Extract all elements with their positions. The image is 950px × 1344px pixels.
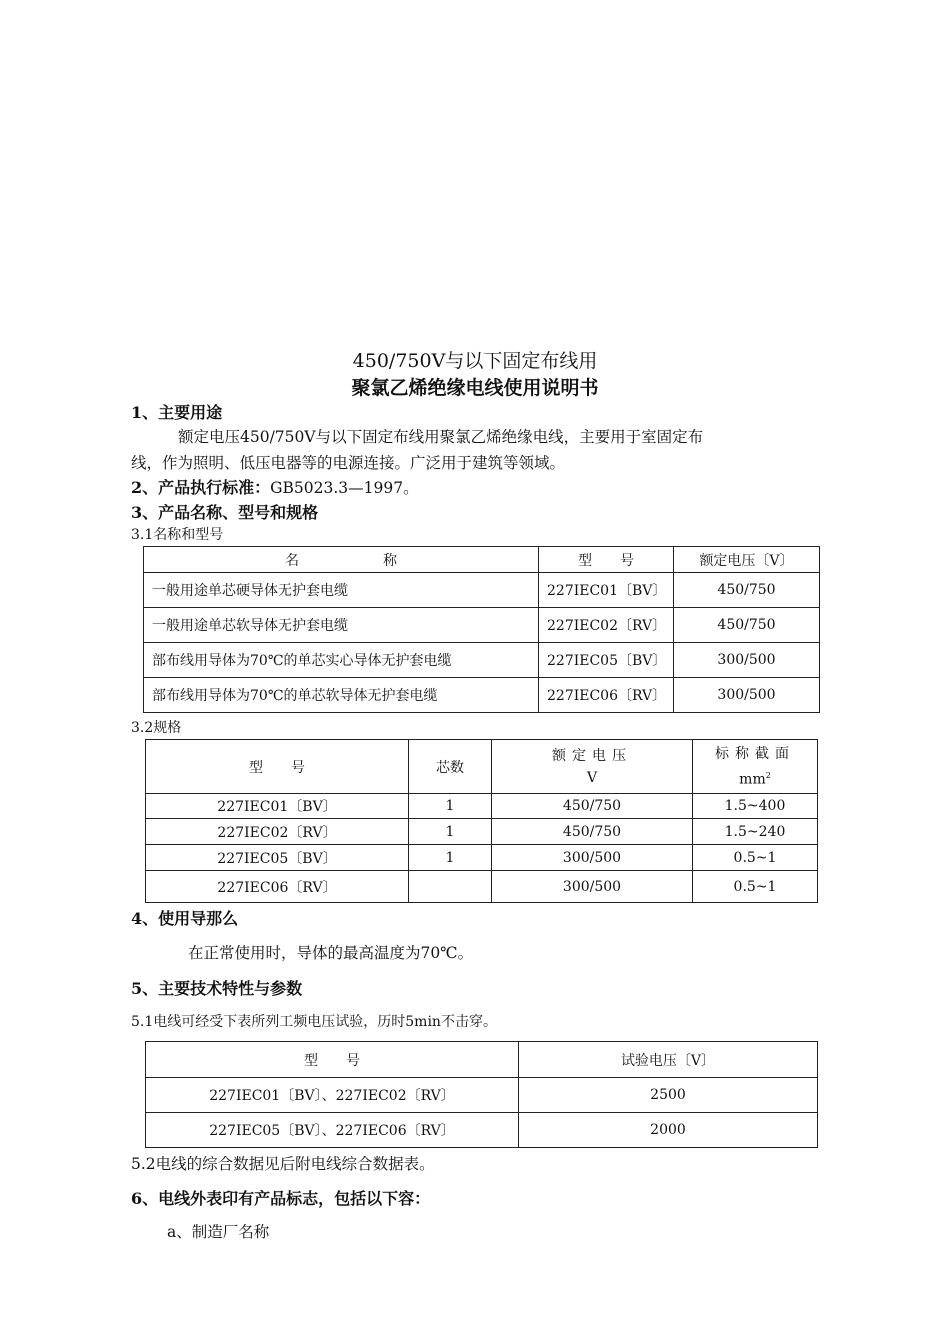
sec2-heading: 2、产品执行标准：: [131, 478, 271, 497]
sec2-value: GB5023.3—1997。: [270, 479, 419, 497]
table-header-row: [146, 1042, 818, 1078]
table-row: [146, 845, 818, 871]
table-cell: [409, 871, 492, 903]
sec1-heading: 1、主要用途: [131, 403, 223, 422]
table-cell: 0.5~1: [693, 845, 818, 871]
table-cell: 1: [409, 794, 492, 819]
table-header-row: [146, 740, 818, 794]
table-cell: 450/750: [492, 819, 693, 845]
table-cell: 227IEC02〔RV〕: [539, 608, 674, 643]
table-cell: 450/750: [674, 573, 820, 608]
table-cell: 227IEC01〔BV〕、227IEC02〔RV〕: [146, 1078, 519, 1113]
sec5-sub2: 5.2电线的综合数据见后附电线综合数据表。: [131, 1155, 435, 1173]
table-header-row: [144, 547, 820, 573]
table-cell: 300/500: [492, 871, 693, 903]
table-cell: 300/500: [674, 643, 820, 678]
table-header-cell: 试验电压〔V〕: [519, 1042, 818, 1078]
table-header-cell: 型 号: [146, 1042, 519, 1078]
sec3-sub1: 3.1名称和型号: [131, 527, 224, 543]
title-line2: 聚氯乙烯绝缘电线使用说明书: [351, 377, 599, 399]
table-cell: 2500: [519, 1078, 818, 1113]
header-section-unit: [701, 765, 809, 791]
table-cell: 1.5~400: [693, 794, 818, 819]
sec6-heading: 6、电线外表印有产品标志，包括以下容：: [131, 1189, 431, 1208]
header-section-unit-text: mm: [739, 771, 766, 788]
table-row: [146, 871, 818, 903]
header-voltage-unit: V: [586, 769, 598, 786]
table-cell: 1: [409, 819, 492, 845]
table-cell: 227IEC06〔RV〕: [539, 678, 674, 713]
sec1-para-line2: 线，作为照明、低压电器等的电源连接。广泛用于建筑等领域。: [131, 454, 566, 472]
table-cell: 一般用途单芯硬导体无护套电缆: [144, 573, 539, 608]
table-cell: 450/750: [674, 608, 820, 643]
table-cell: 部布线用导体为70℃的单芯实心导体无护套电缆: [144, 643, 539, 678]
title-line1: 450/750V与以下固定布线用: [352, 350, 598, 372]
sec1-para-line1: 额定电压450/750V与以下固定布线用聚氯乙烯绝缘电线，主要用于室固定布: [178, 428, 704, 446]
table-header-cell: 名 称: [144, 547, 539, 573]
sec6-item-a: a、制造厂名称: [167, 1223, 270, 1241]
table-cell: 227IEC06〔RV〕: [146, 871, 409, 903]
sec5-heading: 5、主要技术特性与参数: [131, 979, 303, 998]
table-header-cell: 额定电压〔V〕: [674, 547, 820, 573]
table-cell: 227IEC02〔RV〕: [146, 819, 409, 845]
table-row: [144, 608, 820, 643]
header-section-label: 标称截面: [715, 745, 795, 762]
table-row: [144, 573, 820, 608]
table-row: [146, 1113, 818, 1148]
table-cell: 227IEC05〔BV〕、227IEC06〔RV〕: [146, 1113, 519, 1148]
table-cell: 227IEC05〔BV〕: [539, 643, 674, 678]
table-row: [144, 678, 820, 713]
sec5-sub1: 5.1电线可经受下表所列工频电压试验，历时5min不击穿。: [131, 1014, 497, 1030]
header-section-unit-sup: 2: [765, 770, 771, 780]
table-cell: 300/500: [674, 678, 820, 713]
header-voltage-label: 额定电压: [552, 747, 632, 764]
table-cell: 部布线用导体为70℃的单芯软导体无护套电缆: [144, 678, 539, 713]
table-name-model: [143, 546, 820, 713]
table-row: [146, 819, 818, 845]
table-cell: 227IEC05〔BV〕: [146, 845, 409, 871]
sec4-para: 在正常使用时，导体的最高温度为70℃。: [188, 944, 474, 962]
table-cell: 227IEC01〔BV〕: [146, 794, 409, 819]
table-header-cell: 芯数: [409, 740, 492, 794]
sec2: [131, 475, 419, 498]
table-cell: 一般用途单芯软导体无护套电缆: [144, 608, 539, 643]
table-header-cell-section: [693, 740, 818, 794]
table-cell: 450/750: [492, 794, 693, 819]
table-cell: 1.5~240: [693, 819, 818, 845]
sec4-heading: 4、使用导那么: [131, 909, 239, 928]
table-row: [144, 643, 820, 678]
table-cell: 300/500: [492, 845, 693, 871]
sec3-sub2: 3.2规格: [131, 720, 182, 736]
table-spec: [145, 739, 818, 903]
table-cell: 1: [409, 845, 492, 871]
table-cell: 227IEC01〔BV〕: [539, 573, 674, 608]
table-header-cell-voltage: [492, 740, 693, 794]
table-cell: 0.5~1: [693, 871, 818, 903]
table-row: [146, 794, 818, 819]
table-cell: 2000: [519, 1113, 818, 1148]
sec3-heading: 3、产品名称、型号和规格: [131, 503, 319, 522]
table-header-cell: 型 号: [539, 547, 674, 573]
table-header-cell: 型 号: [146, 740, 409, 794]
table-test-voltage: [145, 1041, 818, 1148]
table-row: [146, 1078, 818, 1113]
